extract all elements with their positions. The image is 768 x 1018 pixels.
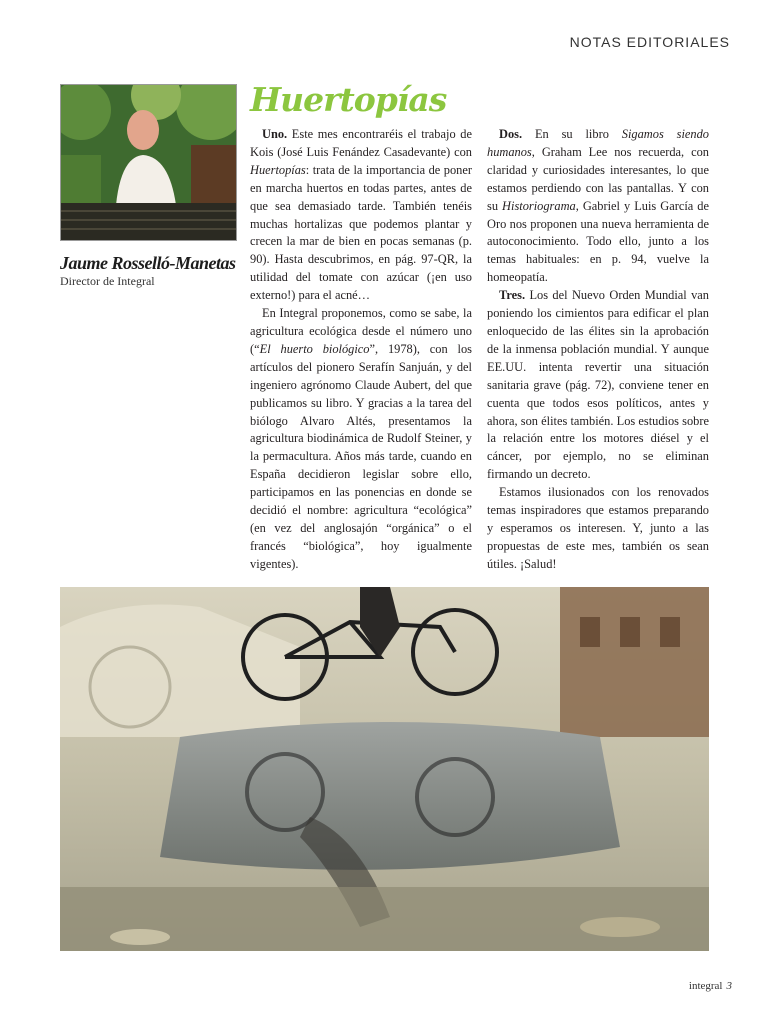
author-role: Director de Integral (60, 274, 155, 288)
paragraph-integral: En Integral proponemos, como se sabe, la agricultura ecológica desde el número uno (“El huerto biológico”, 1978), con los artículos del pionero Serafín Sanjuán, y del ingeniero agrónomo Claude Aubert, del que publicamos su libro. Y gracias a la tarea del biólogo Alvaro Altés, presentamos la agricultura biodinámica de Rudolf Steiner, y la permacultura. Años más tarde, cuando en España decidieron legislar sobre ello, participamos en las ponencias en donde se decidió el nombre: agricultura “ecológica” (en vez del anglosajón “orgánica” o el francés “biológica”, hoy igualmente vigentes). (250, 306, 472, 571)
article-column-1 (250, 126, 472, 574)
author-name: Jaume Rosselló-Manetas (60, 253, 236, 273)
magazine-name: integral (688, 980, 723, 992)
article-title: Huertopías (250, 80, 447, 119)
paragraph-dos: Dos. En su libro Sigamos siendo humanos, Graham Lee nos recuerda, con claridad y curiosidades interesantes, lo que estamos perdiendo con las pantallas. Y con su Historiograma, Gabriel y Luis García de Oro nos proponen una nueva herramienta de autoconocimiento. Todo ello, junto a los temas habituales: en p. 94, vuelve la homeopatía. (487, 127, 709, 285)
page-footer (689, 980, 732, 992)
paragraph-closing: Estamos ilusionados con los renovados temas inspiradores que estamos preparando y esperamos os interesen. Y, junto a las propuestas de este mes, también os sean útiles. ¡Salud! (487, 485, 709, 571)
bicycle-puddle-illustration (60, 587, 709, 951)
paragraph-uno: Uno. Este mes encontraréis el trabajo de Kois (José Luis Fenández Casadevante) con Huertopías: trata de la importancia de poner en marcha huertos en todas partes, antes de que sea demasiado tarde. También tenéis muchas hortalizas que podemos plantar y crecen la mar de bien en pocas semanas (p. 90). Hasta descubrimos, en pág. 97-QR, la utilidad del tomate con azúcar (¡en uso externo!) para el acné… (250, 127, 472, 303)
article-column-2 (487, 126, 709, 574)
paragraph-tres: Tres. Los del Nuevo Orden Mundial van poniendo los cimientos para edificar el plan enloquecido de las élites sin la aprobación de la inmensa población mundial. Y aunque EE.UU. intenta revertir una situación sanitaria grave (pág. 72), conviene tener en cuenta que todos esos políticos, antes y ahora, son élites también. Los estudios sobre la relación entre los motores diésel y el cáncer, por ejemplo, no se eliminan firmando un decreto. (487, 288, 709, 482)
author-photo (60, 84, 237, 241)
page-number: 3 (726, 980, 732, 992)
section-label: NOTAS EDITORIALES (569, 34, 730, 50)
